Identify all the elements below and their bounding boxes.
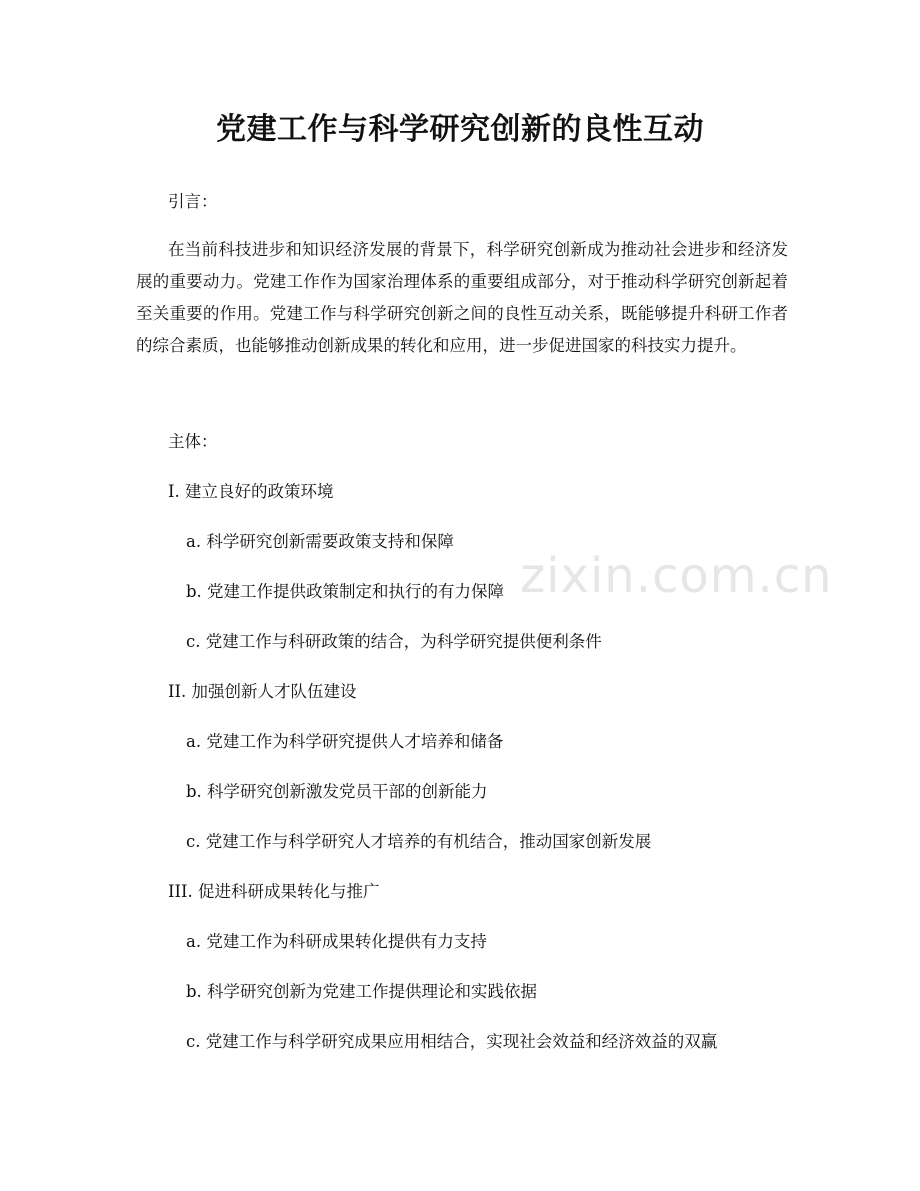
list-item: b. 党建工作提供政策制定和执行的有力保障 — [186, 582, 505, 601]
list-item: c. 党建工作与科学研究人才培养的有机结合，推动国家创新发展 — [186, 832, 652, 851]
list-item: a. 党建工作为科学研究提供人才培养和储备 — [186, 732, 504, 751]
section-heading: III. 促进科研成果转化与推广 — [168, 882, 380, 901]
list-item: a. 党建工作为科研成果转化提供有力支持 — [186, 932, 487, 951]
intro-label: 引言： — [168, 192, 218, 211]
watermark: zixin.com.cn — [520, 548, 833, 604]
section-heading: II. 加强创新人才队伍建设 — [168, 682, 357, 701]
list-item: b. 科学研究创新激发党员干部的创新能力 — [186, 782, 488, 801]
list-item: c. 党建工作与科学研究成果应用相结合，实现社会效益和经济效益的双赢 — [186, 1032, 718, 1051]
body-label: 主体： — [168, 432, 218, 451]
list-item: c. 党建工作与科研政策的结合，为科学研究提供便利条件 — [186, 632, 602, 651]
list-item: b. 科学研究创新为党建工作提供理论和实践依据 — [186, 982, 538, 1001]
list-item: a. 科学研究创新需要政策支持和保障 — [186, 532, 454, 551]
section-heading: I. 建立良好的政策环境 — [168, 482, 334, 501]
document-title: 党建工作与科学研究创新的良性互动 — [216, 112, 704, 147]
intro-paragraph: 在当前科技进步和知识经济发展的背景下，科学研究创新成为推动社会进步和经济发展的重要动力。党建工作作为国家治理体系的重要组成部分，对于推动科学研究创新起着至关重要的作用。党建工作与科学研究创新之间的良性互动关系，既能够提升科研工作者的综合素质，也能够推动创新成果的转化和应用，进一步促进国家的科技实力提升。 — [136, 240, 788, 355]
